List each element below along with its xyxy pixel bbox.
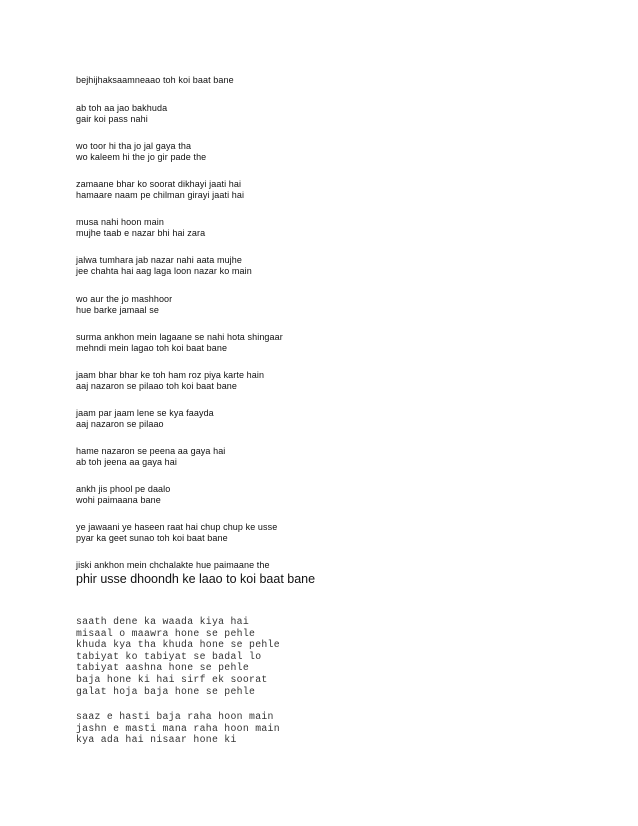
- stanza-11: [76, 446, 225, 468]
- stanza-14: [76, 560, 270, 571]
- verse-line: jaam par jaam lene se kya faayda: [76, 408, 214, 418]
- verse-line: tabiyat ko tabiyat se badal lo: [76, 650, 262, 662]
- verse-line: jaam bhar bhar ke toh ham roz piya karte hain: [76, 370, 265, 380]
- stanza-2: [76, 103, 167, 125]
- verse-line: tabiyat aashna hone se pehle: [76, 662, 250, 674]
- verse-line: hamaare naam pe chilman girayi jaati hai: [76, 190, 245, 200]
- stanza-3: [76, 141, 206, 163]
- verse-line: mehndi mein lagao toh koi baat bane: [76, 343, 228, 353]
- stanza-16: [76, 616, 280, 697]
- stanza-17: [76, 711, 280, 746]
- verse-line: musa nahi hoon main: [76, 217, 164, 227]
- verse-line: ye jawaani ye haseen raat hai chup chup ke usse: [76, 522, 278, 532]
- verse-line: khuda kya tha khuda hone se pehle: [76, 639, 280, 651]
- verse-line: ab toh jeena aa gaya hai: [76, 457, 177, 467]
- stanza-10: [76, 408, 214, 430]
- verse-line: jalwa tumhara jab nazar nahi aata mujhe: [76, 255, 242, 265]
- verse-line: hame nazaron se peena aa gaya hai: [76, 446, 226, 456]
- verse-line: pyar ka geet sunao toh koi baat bane: [76, 533, 228, 543]
- verse-line: mujhe taab e nazar bhi hai zara: [76, 228, 206, 238]
- verse-line: aaj nazaron se pilaao: [76, 419, 164, 429]
- verse-line: misaal o maawra hone se pehle: [76, 627, 256, 639]
- stanza-9: [76, 370, 264, 392]
- verse-line: jashn e masti mana raha hoon main: [76, 722, 280, 734]
- stanza-6: [76, 255, 252, 277]
- verse-line: ankh jis phool pe daalo: [76, 484, 171, 494]
- verse-line: baja hone ki hai sirf ek soorat: [76, 673, 268, 685]
- verse-line: saath dene ka waada kiya hai: [76, 616, 250, 627]
- verse-line: bejhijhaksaamneaao toh koi baat bane: [76, 75, 234, 85]
- verse-line: aaj nazaron se pilaao toh koi baat bane: [76, 381, 238, 391]
- verse-line: surma ankhon mein lagaane se nahi hota shingaar: [76, 332, 283, 342]
- stanza-12: [76, 484, 170, 506]
- stanza-4: [76, 179, 244, 201]
- stanza-1: [76, 75, 234, 86]
- verse-line: ab toh aa jao bakhuda: [76, 103, 168, 113]
- verse-line: jiski ankhon mein chchalakte hue paimaane the: [76, 560, 270, 570]
- verse-line: saaz e hasti baja raha hoon main: [76, 711, 274, 722]
- stanza-7: [76, 294, 172, 316]
- verse-line: wo toor hi tha jo jal gaya tha: [76, 141, 192, 151]
- verse-line: jee chahta hai aag laga loon nazar ko main: [76, 266, 252, 276]
- stanza-8: [76, 332, 283, 354]
- verse-line-large: phir usse dhoondh ke laao to koi baat bane: [76, 572, 316, 586]
- verse-line: wo aur the jo mashhoor: [76, 294, 173, 304]
- verse-line: gair koi pass nahi: [76, 114, 148, 124]
- verse-line: zamaane bhar ko soorat dikhayi jaati hai: [76, 179, 242, 189]
- stanza-15: [76, 572, 315, 587]
- verse-line: wo kaleem hi the jo gir pade the: [76, 152, 207, 162]
- stanza-13: [76, 522, 277, 544]
- verse-line: hue barke jamaal se: [76, 305, 159, 315]
- verse-line: galat hoja baja hone se pehle: [76, 685, 256, 697]
- stanza-5: [76, 217, 205, 239]
- verse-line: kya ada hai nisaar hone ki: [76, 734, 237, 746]
- verse-line: wohi paimaana bane: [76, 495, 161, 505]
